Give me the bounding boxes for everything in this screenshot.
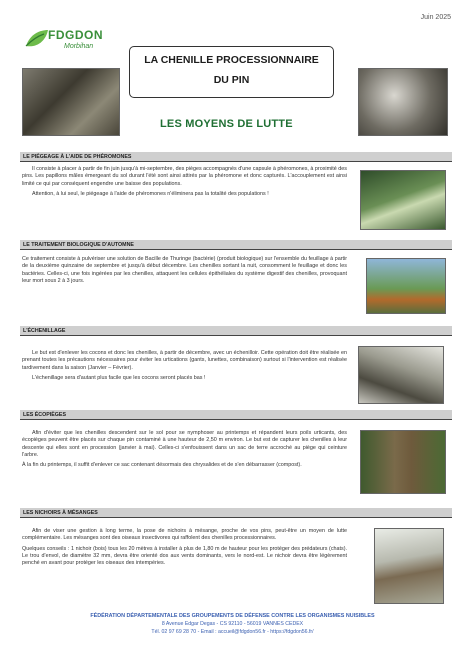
spraying-photo xyxy=(366,258,446,314)
paragraph: Ce traitement consiste à pulvériser une solution de Bacille de Thuringe (bactérie) (produit biologique) sur l'ensemble du feuillage à partir de la deuxième quinzaine de septembre et jusqu'à début décembre. Les chenilles sortant la nuit, consomment le feuillage et donc les bactéries. Celles-ci, une fois ingérées par les chenilles, attaquent les cellules épithéliales du système digestif des chenilles, provoquant leur mort sous 2 à 3 jours. xyxy=(22,256,347,284)
footer-address: 8 Avenue Edgar Degas - CS 92110 - 56019 VANNES CEDEX xyxy=(161,621,304,627)
section-heading-biological: LE TRAITEMENT BIOLOGIQUE D'AUTOMNE xyxy=(20,240,452,250)
paragraph: À la fin du printemps, il suffit d'enlever ce sac contenant désormais des chrysalides et de s'en débarrasser (compost). xyxy=(22,462,302,469)
footer-org-name: FÉDÉRATION DÉPARTEMENTALE DES GROUPEMENTS DE DÉFENSE CONTRE LES ORGANISMES NUISIBLES xyxy=(90,613,375,619)
echenilloir-photo xyxy=(358,346,444,404)
page-subtitle: LES MOYENS DE LUTTE xyxy=(160,118,293,130)
section-body-nichoirs xyxy=(22,528,347,570)
section-heading-echenillage: L'ÉCHENILLAGE xyxy=(20,326,452,336)
title-line-1: LA CHENILLE PROCESSIONNAIRE xyxy=(144,54,319,66)
pheromone-trap-photo xyxy=(360,170,446,230)
paragraph: L'échenillage sera d'autant plus facile que les cocons seront placés bas ! xyxy=(32,374,206,381)
title-line-2: DU PIN xyxy=(213,74,250,86)
section-heading-nichoirs: LES NICHOIRS À MÉSANGES xyxy=(20,508,452,518)
paragraph: Le but est d'enlever les cocons et donc les chenilles, à partir de décembre, avec un échenilloir. Cette opération doit être réalisée en prenant toutes les précautions nécessaires pour éviter les urtications (gants, lunettes, combinaison) surtout si l'intervention est réalisée tardivement dans la saison (Janvier – Février). xyxy=(22,350,347,371)
section-body-biological xyxy=(22,256,347,288)
section-body-ecopieges xyxy=(22,430,347,472)
paragraph: Attention, à lui seul, le piégeage à l'aide de phéromones n'éliminera pas la totalité des populations ! xyxy=(32,190,269,197)
fdgdon-logo xyxy=(24,24,114,64)
footer xyxy=(40,612,425,636)
page-title-box xyxy=(129,46,334,98)
logo-name: FDGDON xyxy=(48,28,103,42)
header-photo-left xyxy=(22,68,120,136)
section-heading-ecopieges: LES ÉCOPIÈGES xyxy=(20,410,452,420)
paragraph: Quelques conseils : 1 nichoir (bois) tous les 20 mètres à installer à plus de 1,80 m de hauteur pour les protéger des prédateurs (chats). Le trou d'envol, de diamètre 32 mm, devra être orienté dos aux vents dominants, vers le nord-est. Le nichoir devra être légèrement penché en avant pour protéger les oiseaux des intempéries. xyxy=(22,545,347,567)
header-photo-right xyxy=(358,68,448,136)
paragraph: Afin d'éviter que les chenilles descendent sur le sol pour se nymphoser au printemps et répandent leurs poils urticants, des écopièges peuvent être placés sur chaque pin contaminé à une hauteur de 2,50 m environ. Le but est de capturer les chenilles à leur descente qui elles sont en procession (janvier à mai). Celles-ci s'enfouissent dans un sac de terre accroché au piège qui ceinture l'arbre. xyxy=(22,430,347,458)
logo-sub: Morbihan xyxy=(64,43,94,50)
footer-contact: Tél. 02 97 69 28 70 - Email : accueil@fdgdon56.fr - https://fdgdon56.fr/ xyxy=(151,629,314,635)
document-date: Juin 2025 xyxy=(420,14,451,21)
nest-box-photo xyxy=(374,528,444,604)
paragraph: Afin de viser une gestion à long terme, la pose de nichoirs à mésange, proche de vos pins, peut-être un moyen de lutte complémentaire. Les mésanges sont des oiseaux insectivores qui raffolent des chenilles processionnaires. xyxy=(22,528,347,542)
paragraph: Il consiste à placer à partir de fin juin jusqu'à mi-septembre, des pièges accompagnés d'une capsule à phéromones, à proximité des pins. Les papillons mâles émergeant du sol durant l'été sont ainsi attirés par la phéromone et donc capturés. L'accouplement est ainsi limité ce qui par conséquent engendre une baisse des populations. xyxy=(22,166,347,187)
ecopiege-photo xyxy=(360,430,446,494)
section-body-pheromones xyxy=(22,166,347,201)
section-heading-pheromones: LE PIÉGEAGE À L'AIDE DE PHÉROMONES xyxy=(20,152,452,162)
leaf-icon xyxy=(24,26,50,52)
section-body-echenillage xyxy=(22,350,347,385)
